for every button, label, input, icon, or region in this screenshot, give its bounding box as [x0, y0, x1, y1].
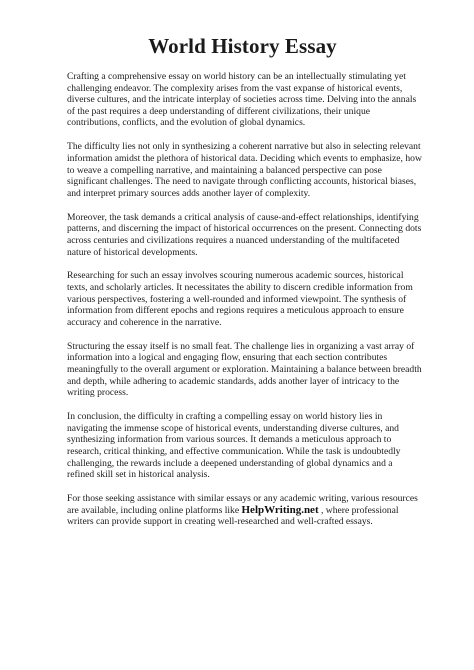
paragraph-conclusion: In conclusion, the difficulty in crafting a compelling essay on world history lies in navigating the immense scope of historical events, understanding diverse cultures, and synthesizing information from various sources. It demands a meticulous approach to research, critical thinking, and effective communication. While the task is undoubtedly challenging, the rewards include a deepened understanding of global dynamics and a refined skill set in historical analysis.	[67, 411, 401, 481]
paragraph-difficulty: The difficulty lies not only in synthesizing a coherent narrative but also in selecting relevant information amidst the plethora of historical data. Deciding which events to emphasize, how to weave a compelling narrative, and maintaining a balanced perspective can pose significant challenges. The need to navigate through conflicting accounts, historical biases, and interpret primary sources adds another layer of complexity.	[67, 141, 422, 199]
paragraph-research: Researching for such an essay involves scouring numerous academic sources, historical texts, and scholarly articles. It necessitates the ability to discern credible information from various perspectives, fostering a well-rounded and informed viewpoint. The synthesis of information from different epochs and regions requires a meticulous approach to ensure accuracy and coherence in the narrative.	[67, 270, 413, 328]
closing-text-before-link: For those seeking assistance with similar essays or any academic writing, various resources are available, including online platforms like	[67, 493, 418, 516]
paragraph-intro: Crafting a comprehensive essay on world history can be an intellectually stimulating yet challenging endeavor. The complexity arises from the vast expanse of historical events, diverse cultures, and the intricate interplay of societies across time. Delving into the annals of the past requires a deep understanding of different civilizations, their unique contributions, conflicts, and the evolution of global dynamics.	[67, 71, 417, 129]
page-title: World History Essay	[148, 34, 337, 58]
closing-text-after-link: , where professional writers can provide support in creating well-researched and well-crafted essays.	[67, 504, 399, 528]
paragraph-closing	[67, 493, 422, 528]
paragraph-analysis: Moreover, the task demands a critical analysis of cause-and-effect relationships, identifying patterns, and discerning the impact of historical occurrences on the present. Connecting dots across centuries and civilizations requires a nuanced understanding of the multifaceted nature of historical developments.	[67, 211, 422, 258]
helpwriting-link[interactable]: HelpWriting.net	[241, 503, 319, 516]
paragraph-structure: Structuring the essay itself is no small feat. The challenge lies in organizing a vast array of information into a logical and engaging flow, ensuring that each section contributes meaningfully to the overall argument or exploration. Maintaining a balance between breadth and depth, while adhering to academic standards, adds another layer of intricacy to the writing process.	[67, 340, 422, 399]
